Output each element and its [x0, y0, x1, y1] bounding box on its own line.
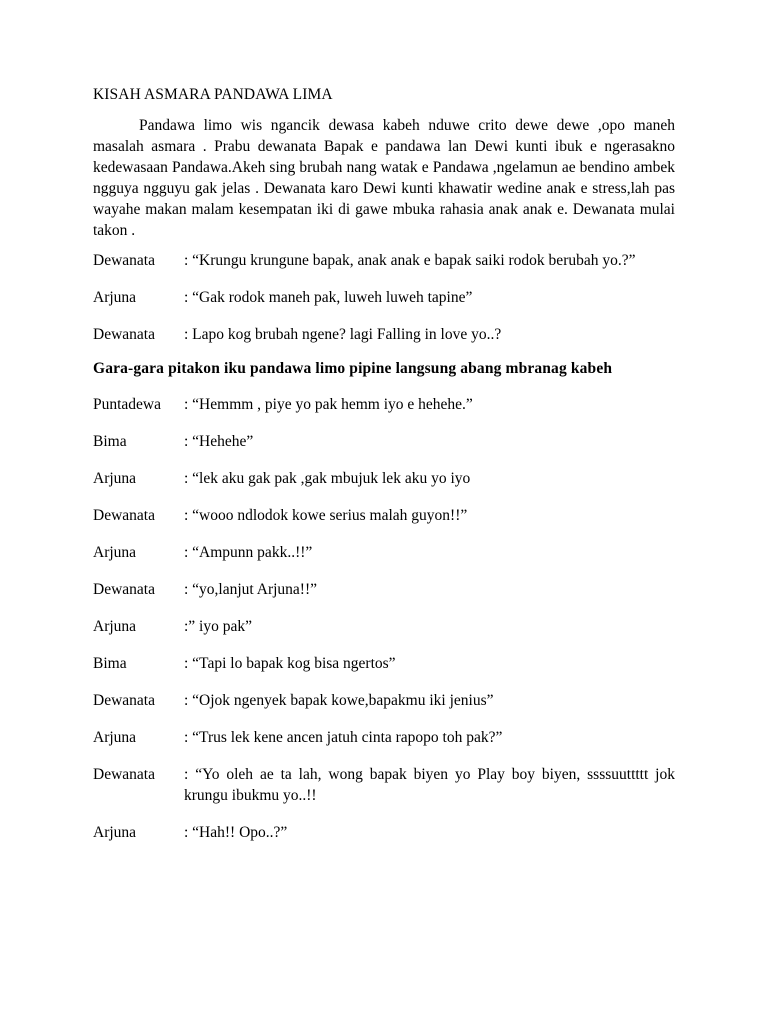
dialogue-row [93, 822, 675, 843]
speaker-name: Dewanata [93, 692, 155, 709]
dialogue-line: : “Ampunn pakk..!!” [184, 544, 313, 561]
speaker-name: Arjuna [93, 470, 137, 487]
dialogue-line: : “Hehehe” [184, 433, 254, 450]
dialogue-line: :” iyo pak” [184, 618, 253, 635]
dialogue-line: : “Gak rodok maneh pak, luweh luweh tapine” [184, 289, 473, 306]
dialogue-row [93, 616, 675, 637]
dialogue-row [93, 324, 675, 345]
dialogue-row [93, 542, 675, 563]
speaker-name: Arjuna [93, 824, 137, 841]
dialogue-row [93, 764, 675, 806]
speaker-name: Dewanata [93, 326, 155, 343]
dialogue-row [93, 468, 675, 489]
speaker-name: Dewanata [93, 766, 155, 783]
intro-paragraph: Pandawa limo wis ngancik dewasa kabeh nduwe crito dewe dewe ,opo maneh masalah asmara . Prabu dewanata Bapak e pandawa lan Dewi kunti ibuk e ngerasakno kedewasaan Pandawa.Akeh sing brubah nang watak e Pandawa ,ngelamun ae bendino ambek ngguya ngguyu gak jelas . Dewanata karo Dewi kunti khawatir wedine anak e stress,lah pas wayahe makan malam kesempatan iki di gawe mbuka rahasia anak anak e. Dewanata mulai takon . [93, 117, 675, 239]
speaker-name: Arjuna [93, 289, 137, 306]
dialogue-line: : Lapo kog brubah ngene? lagi Falling in love yo..? [184, 326, 502, 343]
dialogue-row [93, 727, 675, 748]
dialogue-row [93, 250, 675, 271]
dialogue-row [93, 505, 675, 526]
dialogue-line: : “Yo oleh ae ta lah, wong bapak biyen yo Play boy biyen, ssssuuttttt jok krungu ibukmu yo..!! [184, 766, 675, 804]
dialogue-line: : “Hemmm , piye yo pak hemm iyo e hehehe.” [184, 396, 473, 413]
dialogue-row [93, 579, 675, 600]
speaker-name: Puntadewa [93, 396, 162, 413]
dialogue-line: : “Krungu krungune bapak, anak anak e bapak saiki rodok berubah yo.?” [184, 252, 636, 269]
speaker-name: Dewanata [93, 581, 155, 598]
dialogue-line: : “wooo ndlodok kowe serius malah guyon!!” [184, 507, 468, 524]
speaker-name: Bima [93, 655, 127, 672]
speaker-name: Arjuna [93, 544, 137, 561]
speaker-name: Arjuna [93, 618, 137, 635]
dialogue-line: : “Hah!! Opo..?” [184, 824, 288, 841]
dialogue-row [93, 394, 675, 415]
dialogue-line: : “Trus lek kene ancen jatuh cinta rapopo toh pak?” [184, 729, 503, 746]
dialogue-line: : “yo,lanjut Arjuna!!” [184, 581, 317, 598]
speaker-name: Dewanata [93, 507, 155, 524]
narration-bold: Gara-gara pitakon iku pandawa limo pipine langsung abang mbranag kabeh [93, 360, 613, 377]
dialogue-row [93, 653, 675, 674]
dialogue-line: : “Tapi lo bapak kog bisa ngertos” [184, 655, 396, 672]
speaker-name: Dewanata [93, 252, 155, 269]
document-page [93, 84, 675, 859]
dialogue-line: : “lek aku gak pak ,gak mbujuk lek aku yo iyo [184, 470, 471, 487]
dialogue-line: : “Ojok ngenyek bapak kowe,bapakmu iki jenius” [184, 692, 494, 709]
dialogue-row [93, 690, 675, 711]
speaker-name: Bima [93, 433, 127, 450]
dialogue-row [93, 431, 675, 452]
speaker-name: Arjuna [93, 729, 137, 746]
dialogue-row [93, 287, 675, 308]
document-title: KISAH ASMARA PANDAWA LIMA [93, 86, 333, 103]
